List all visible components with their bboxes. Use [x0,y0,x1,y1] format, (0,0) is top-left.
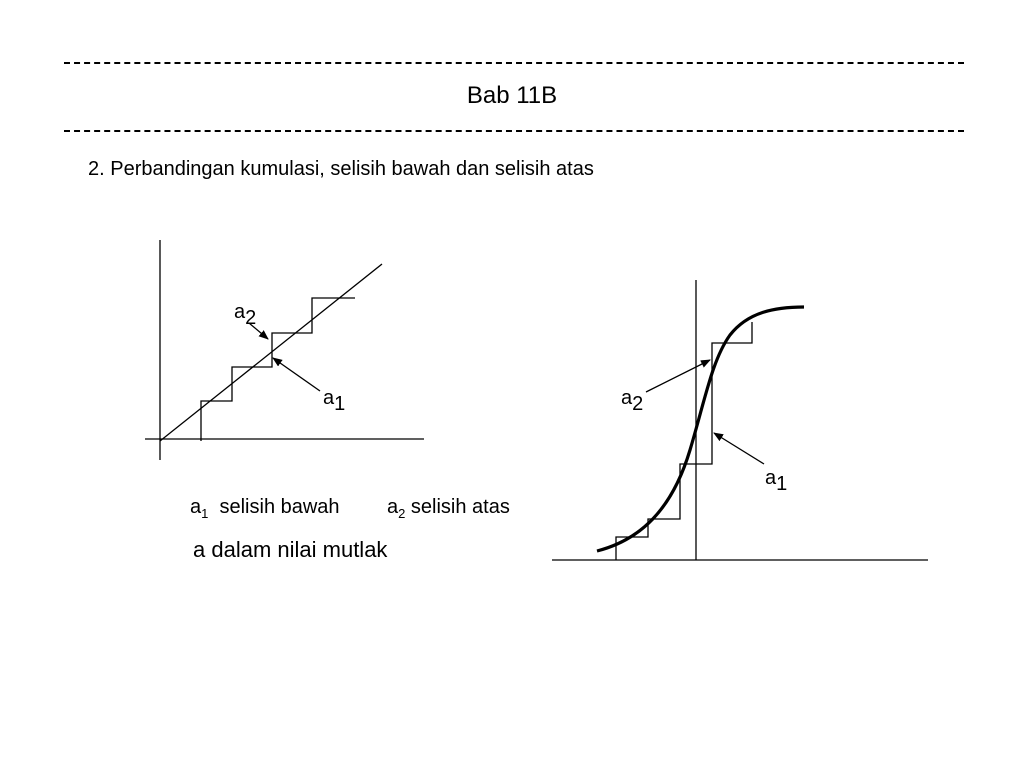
left-diagonal-line [160,264,382,441]
right-label-a1: a1 [765,467,788,495]
absolute-value-note: a dalam nilai mutlak [193,537,388,562]
right-step-function [616,322,752,560]
left-label-a2: a2 [234,301,257,329]
left-diagram [145,240,424,460]
left-step-function [201,298,355,441]
left-label-a1: a1 [323,387,346,415]
right-a2-arrow [646,360,710,392]
right-s-curve [597,307,804,551]
slide-title: Bab 11B [466,82,558,109]
right-label-a2: a2 [621,387,644,415]
slide-subtitle: 2. Perbandingan kumulasi, selisih bawah dan selisih atas [88,158,594,180]
legend-a1: $a_1$ selisih bawah [190,496,340,521]
left-a1-arrow [273,358,320,391]
right-diagram [552,280,928,560]
legend-a2: $a_2$ selisih atas [387,496,510,521]
right-a1-arrow [714,433,764,464]
